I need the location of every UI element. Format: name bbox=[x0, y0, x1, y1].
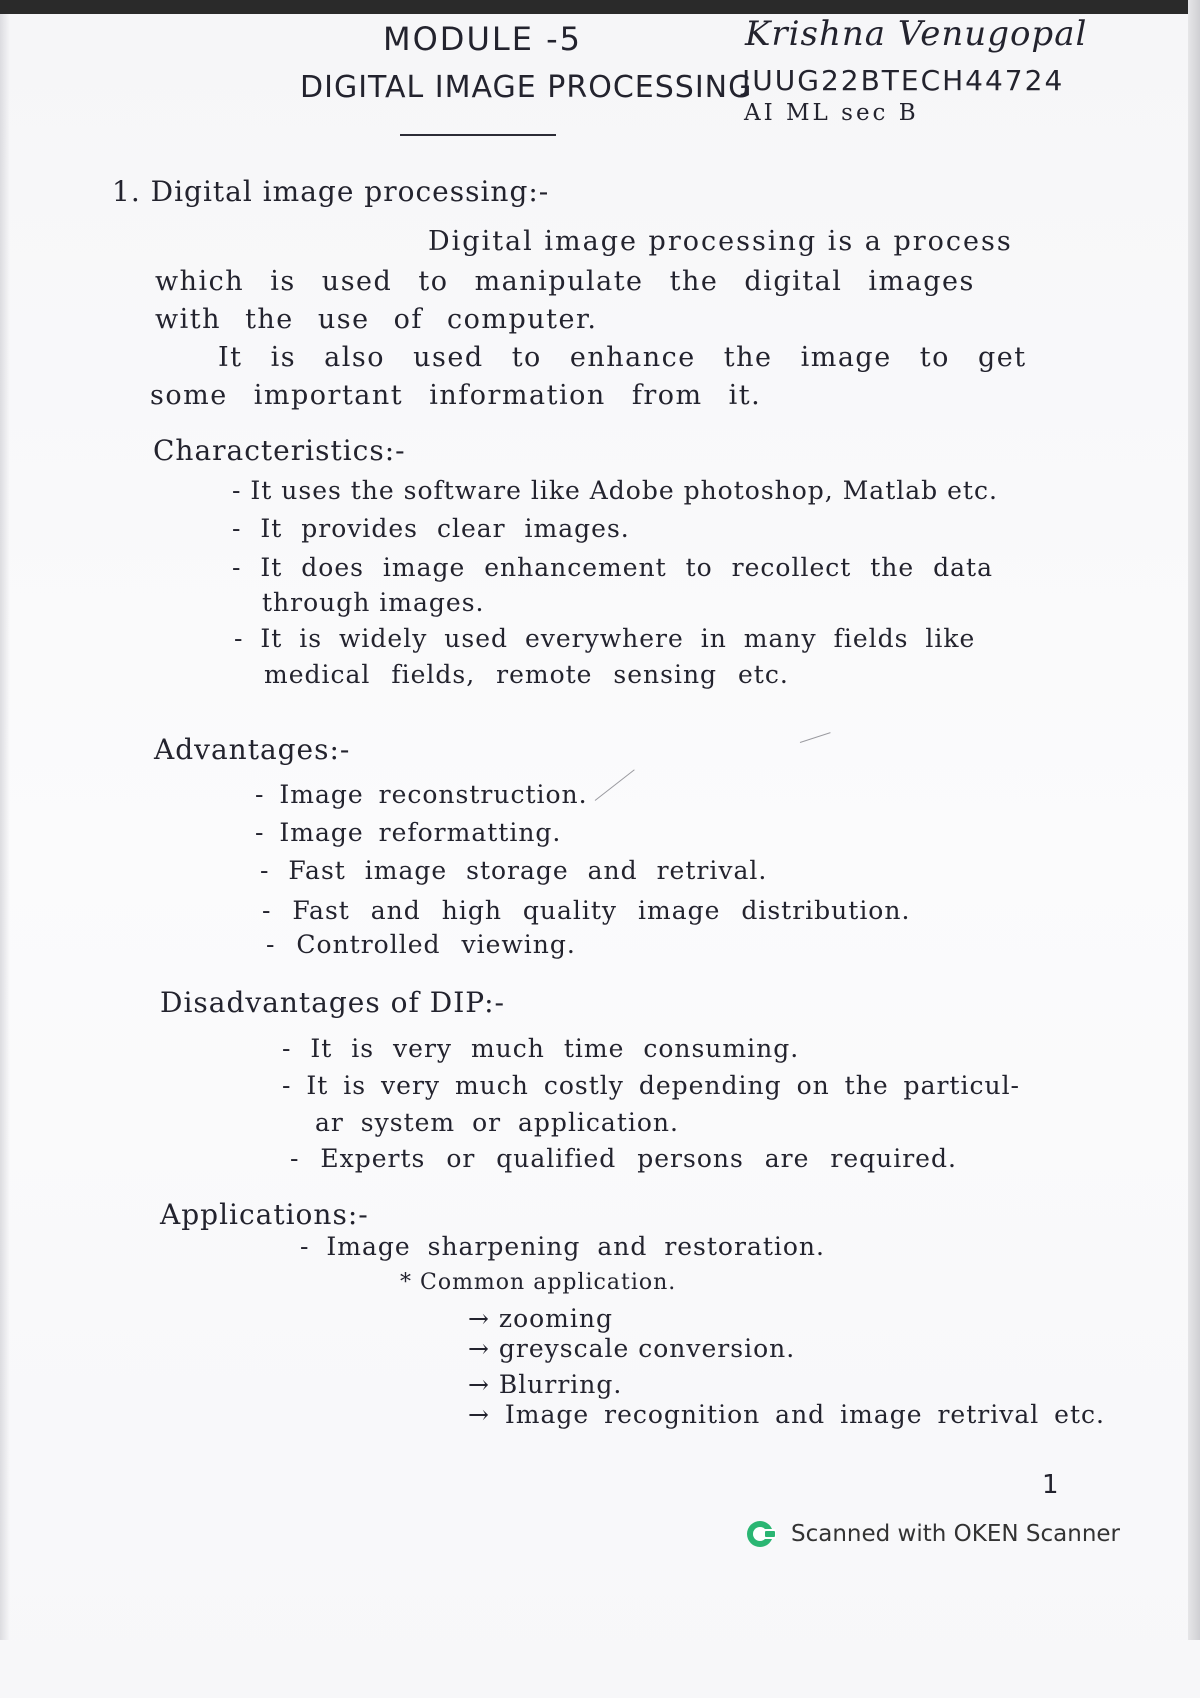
advantages-heading: Advantages:- bbox=[154, 733, 351, 766]
subject-title: DIGITAL IMAGE PROCESSING bbox=[300, 70, 753, 105]
page-number: 1 bbox=[1042, 1470, 1060, 1500]
application-sub-item: → greyscale conversion. bbox=[468, 1334, 796, 1363]
advantage-item: - Controlled viewing. bbox=[266, 930, 576, 959]
intro-line: with the use of computer. bbox=[155, 304, 598, 335]
applications-heading: Applications:- bbox=[160, 1198, 369, 1231]
scan-left-shadow bbox=[0, 14, 10, 1640]
scan-top-edge bbox=[0, 0, 1200, 14]
characteristics-line: through images. bbox=[262, 588, 485, 617]
application-sub-item: → zooming bbox=[468, 1304, 613, 1333]
disadvantage-line: - It is very much costly depending on the particul- bbox=[282, 1071, 1021, 1100]
common-application-heading: * Common application. bbox=[400, 1270, 677, 1295]
student-id: JUUG22BTECH44724 bbox=[742, 64, 1065, 97]
disadvantage-line: - It is very much time consuming. bbox=[282, 1034, 800, 1063]
application-sub-item: → Blurring. bbox=[468, 1370, 623, 1399]
scanner-watermark-text: Scanned with OKEN Scanner bbox=[791, 1521, 1120, 1547]
oken-scanner-logo-icon bbox=[745, 1517, 779, 1551]
disadvantage-line: ar system or application. bbox=[315, 1108, 679, 1137]
intro-line: some important information from it. bbox=[150, 380, 762, 411]
characteristics-line: - It is widely used everywhere in many fields like bbox=[234, 624, 976, 653]
intro-line: which is used to manipulate the digital images bbox=[155, 266, 975, 297]
author-name: Krishna Venugopal bbox=[745, 14, 1088, 54]
class-section: AI ML sec B bbox=[744, 100, 919, 126]
disadvantage-line: - Experts or qualified persons are required. bbox=[290, 1144, 957, 1173]
characteristics-heading: Characteristics:- bbox=[153, 434, 406, 467]
characteristics-line: - It provides clear images. bbox=[232, 514, 630, 543]
intro-line: It is also used to enhance the image to get bbox=[218, 342, 1027, 373]
title-underline bbox=[400, 134, 556, 136]
advantage-item: - Fast and high quality image distribution. bbox=[262, 896, 911, 925]
disadvantages-heading: Disadvantages of DIP:- bbox=[160, 986, 506, 1019]
advantage-item: - Image reconstruction. bbox=[255, 780, 588, 809]
application-item: - Image sharpening and restoration. bbox=[300, 1232, 825, 1261]
characteristics-line: medical fields, remote sensing etc. bbox=[264, 660, 789, 689]
characteristics-line: - It does image enhancement to recollect the data bbox=[232, 553, 994, 582]
scanner-watermark bbox=[745, 1516, 1120, 1552]
advantage-item: - Fast image storage and retrival. bbox=[260, 856, 768, 885]
scan-right-edge bbox=[1188, 0, 1200, 1640]
module-title: MODULE -5 bbox=[383, 20, 582, 58]
advantage-item: - Image reformatting. bbox=[255, 818, 562, 847]
intro-heading: 1. Digital image processing:- bbox=[112, 175, 550, 208]
characteristics-line: - It uses the software like Adobe photoshop, Matlab etc. bbox=[232, 476, 998, 505]
application-sub-item: → Image recognition and image retrival etc. bbox=[468, 1400, 1105, 1429]
intro-line: Digital image processing is a process bbox=[428, 226, 1013, 257]
